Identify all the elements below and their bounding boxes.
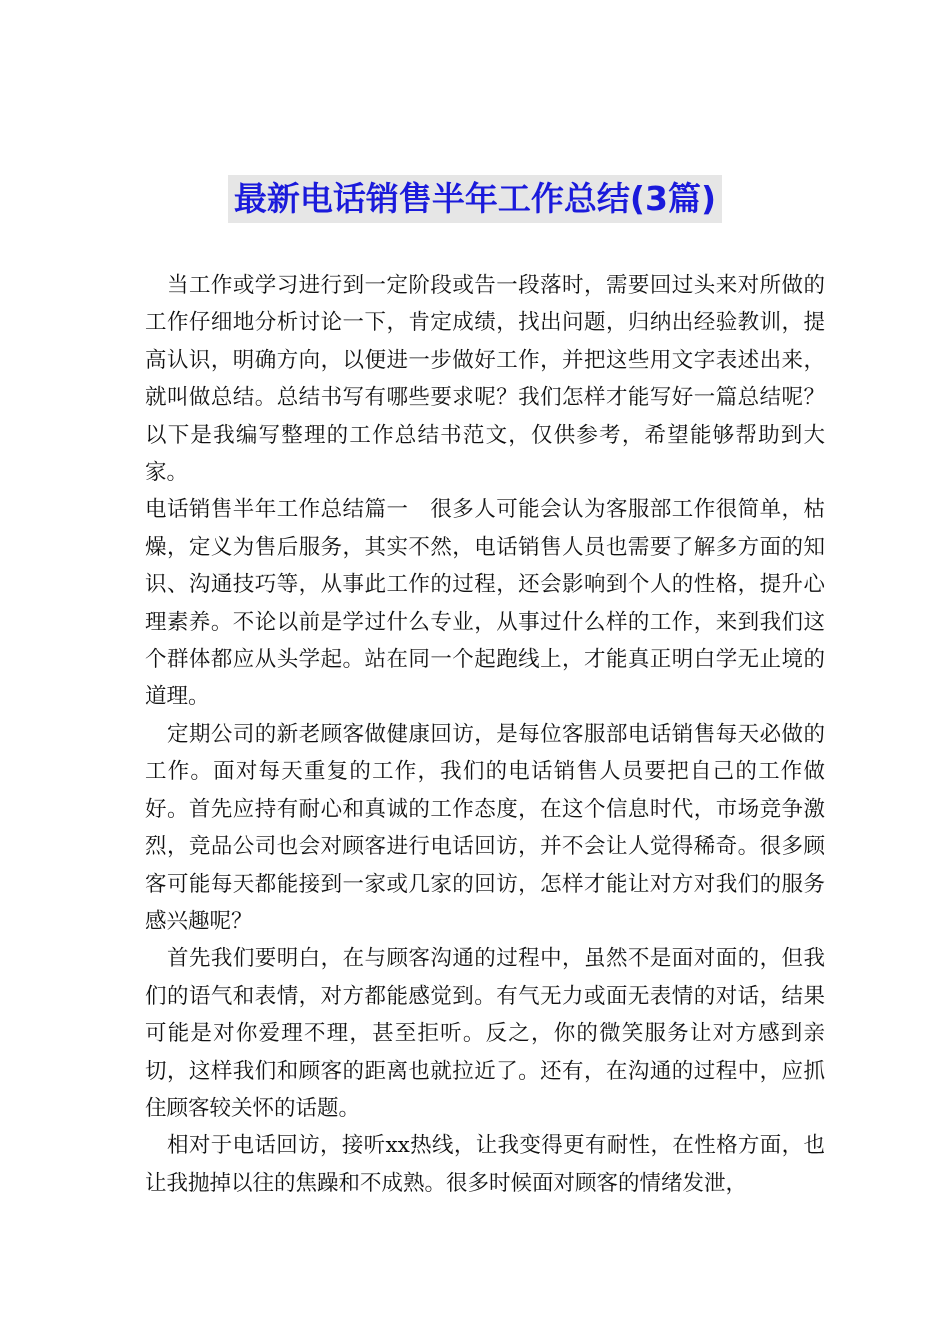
paragraph-intro: 当工作或学习进行到一定阶段或告一段落时，需要回过头来对所做的工作仔细地分析讨论一下，肯定成绩，找出问题，归纳出经验教训，提高认识，明确方向，以便进一步做好工作，并把这些用文字表述出来，就叫做总结。总结书写有哪些要求呢？我们怎样才能写好一篇总结呢？以下是我编写整理的工作总结书范文，仅供参考，希望能够帮助到大家。 — [145, 273, 825, 486]
paragraph-hotline: 相对于电话回访，接听xx热线，让我变得更有耐性，在性格方面，也让我抛掉以往的焦躁和不成熟。很多时候面对顾客的情绪发泄， — [145, 1133, 825, 1196]
paragraph-communication: 首先我们要明白，在与顾客沟通的过程中，虽然不是面对面的，但我们的语气和表情，对方都能感觉到。有气无力或面无表情的对话，结果可能是对你爱理不理，甚至拒听。反之，你的微笑服务让对方感到亲切，这样我们和顾客的距离也就拉近了。还有，在沟通的过程中，应抓住顾客较关怀的话题。 — [145, 946, 825, 1121]
document-title: 最新电话销售半年工作总结(3篇) — [228, 175, 722, 223]
document-body — [145, 267, 825, 1202]
title-container — [0, 175, 950, 223]
paragraph-return-visits: 定期公司的新老顾客做健康回访，是每位客服部电话销售每天必做的工作。面对每天重复的工作，我们的电话销售人员要把自己的工作做好。首先应持有耐心和真诚的工作态度，在这个信息时代，市场竞争激烈，竞品公司也会对顾客进行电话回访，并不会让人觉得稀奇。很多顾客可能每天都能接到一家或几家的回访，怎样才能让对方对我们的服务感兴趣呢？ — [145, 721, 825, 934]
paragraph-section-one: 电话销售半年工作总结篇一 很多人可能会认为客服部工作很简单，枯燥，定义为售后服务，其实不然，电话销售人员也需要了解多方面的知识、沟通技巧等，从事此工作的过程，还会影响到个人的性格，提升心理素养。不论以前是学过什么专业，从事过什么样的工作，来到我们这个群体都应从头学起。站在同一个起跑线上，才能真正明白学无止境的道理。 — [145, 497, 825, 710]
